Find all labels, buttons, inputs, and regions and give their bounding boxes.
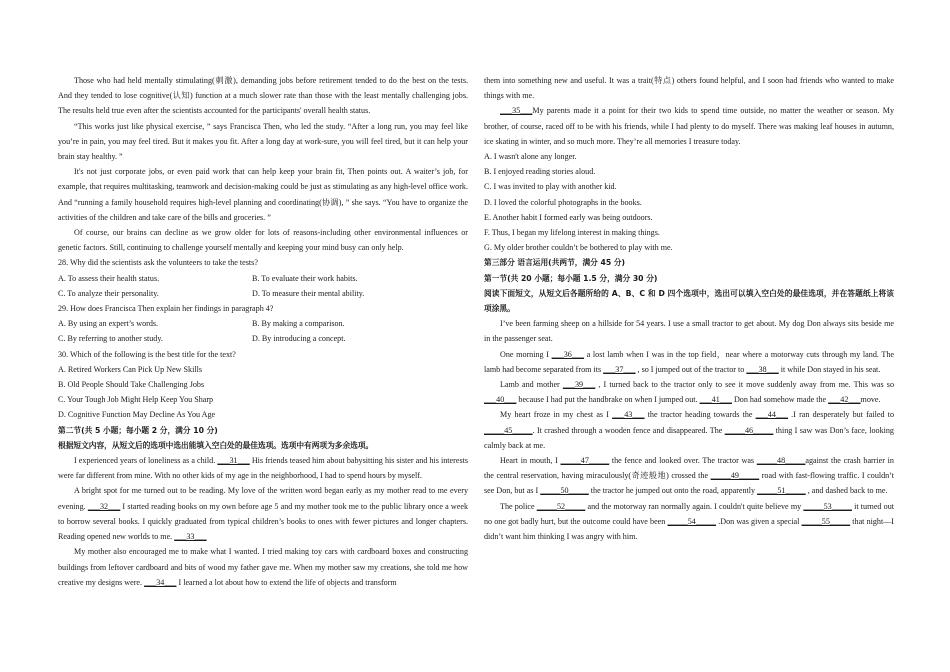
blank-42: ___42___ <box>828 395 861 405</box>
blank-55: _____55_____ <box>801 516 851 526</box>
reading-paragraph: It's not just corporate jobs, or even paid work that can help keep your brain fit, Then points out. A waiter’s job, for example, that requires multitasking, teamwork and decision-making could be just as stimulating as any high-level office work. And “running a family household requires high-level planning and coordinating(协调), ” she says. “You have to organize the activities of the children and take care of the bills and groceries. ” <box>58 167 468 222</box>
option-28d: D. To measure their mental ability. <box>252 288 365 298</box>
gap-option-d: D. I loved the colorful photographs in the books. <box>484 197 642 207</box>
cloze-paragraph-2: One morning I ___36___ a lost lamb when I was in the top field，near where a motorway cuts through my land. The lamb had become separated from its ___37___ , so I jumped out of the tractor to ___38___ it while Don stayed in his seat. <box>484 349 894 374</box>
gap-option-a: A. I wasn't alone any longer. <box>484 152 577 162</box>
blank-45: _____45_____ <box>484 425 533 435</box>
blank-48: _____48_____ <box>756 456 806 466</box>
reading-paragraph: Of course, our brains can decline as we grow older for lots of reasons-including other environmental influences or genetic factors. Still, continuing to challenge yourself mentally and keeping your mind busy can only help. <box>58 228 468 253</box>
reading-paragraph: Those who had held mentally stimulating(刺激), demanding jobs before retirement tended to do the best on the tests. And they tended to lose cognitive(认知) function at a much slower rate than those with the least mentally challenging jobs. The results held true even after the scientists accounted for the participants' overall health status. <box>58 76 468 116</box>
section-1-instructions: 阅读下面短文，从短文后各题所给的 A、B、C 和 D 四个选项中，选出可以填入空白处的最佳选项，并在答题纸上将该项涂黑。 <box>484 288 894 314</box>
question-28: 28. Why did the scientists ask the volunteers to take the tests? <box>58 258 258 268</box>
option-28b: B. To evaluate their work habits. <box>252 273 358 283</box>
question-29: 29. How does Francisca Then explain her findings in paragraph 4? <box>58 304 274 314</box>
section-2-title: 第二节(共 5 小题；每小题 2 分，满分 10 分) <box>58 425 218 435</box>
gap-paragraph-1: I experienced years of loneliness as a child. ___31___ His friends teased him about babysitting his sister and his interests were far different from mine. With no other kids of my age in the neighborhood, I had to spend hours by myself. <box>58 456 468 481</box>
option-28c: C. To analyze their personality. <box>58 288 159 298</box>
option-29a: A. By using an expert’s words. <box>58 319 159 329</box>
option-30c: C. Your Tough Job Might Help Keep You Sharp <box>58 395 214 405</box>
blank-36: ___36___ <box>551 349 584 359</box>
blank-47: _____47_____ <box>560 456 610 466</box>
options-29-row2 <box>58 331 468 346</box>
option-29d: D. By introducing a concept. <box>252 334 346 344</box>
options-28-row2 <box>58 286 468 301</box>
gap-paragraph-3: My mother also encouraged me to make what I wanted. I tried making toy cars with cardboard boxes and constructing buildings from leftover cardboard and bits of wood my father gave me. When my mother saw my creations, she told me how creative my designs were. ___34___ I learned a lot about how to extend the life of objects and transform <box>58 547 468 587</box>
section-1-title: 第一节(共 20 小题；每小题 1.5 分，满分 30 分) <box>484 273 658 283</box>
blank-34: ___34___ <box>144 577 177 587</box>
blank-51: _____51_____ <box>757 486 806 496</box>
options-29-row1 <box>58 316 468 331</box>
blank-32: ___32___ <box>87 501 121 511</box>
gap-option-e: E. Another habit I formed early was being outdoors. <box>484 212 653 222</box>
blank-50: _____50_____ <box>540 486 589 496</box>
reading-paragraph: “This works just like physical exercise, ” says Francisca Then, who led the study. “After a long run, you may feel like you’re in pain, you may feel tired. But it makes you fit. After a long day at work-sure, you will feel tired, but it can help your brain stay healthy. ” <box>58 121 468 162</box>
right-column <box>484 73 894 544</box>
gap-paragraph-2: A bright spot for me turned out to be reading. My love of the written word began early as my mother read to me every evening. ___32___ I started reading books on my own before age 5 and my mother took me to the public library once a week to borrow several books. I quickly graduated from typical children’s books to ones with fewer pictures and longer chapters. Reading opened new worlds to me. ___33___ <box>58 486 469 542</box>
blank-39: ___39___ <box>562 380 596 390</box>
cloze-paragraph-3: Lamb and mother ___39___ , I turned back to the tractor only to see it move suddenly away from me. This was so ___40___ because I had put the handbrake on when I jumped out. ___41___ Don had somehow made the ___42___move. <box>484 380 894 405</box>
gap-option-b: B. I enjoyed reading stories aloud. <box>484 167 596 177</box>
cloze-paragraph-5: Heart in mouth, I _____47_____ the fence and looked over. The tractor was _____48_____against the crash barrier in the central reservation, having miraculously(奇迹般地) crossed the _____49_____ road with fast-flowing traffic. I couldn’t see Don, but as I _____50_____ the tractor he jumped out onto the road, apparently _____51_____ , and dashed back to me. <box>484 456 895 496</box>
option-30b: B. Old People Should Take Challenging Jobs <box>58 380 205 390</box>
cloze-paragraph-1: I’ve been farming sheep on a hillside for 54 years. I use a small tractor to get about. My dog Don always sits beside me in the passenger seat. <box>484 319 894 344</box>
blank-49: _____49_____ <box>710 471 760 481</box>
option-28a: A. To assess their health status. <box>58 273 160 283</box>
cloze-paragraph-4: My heart froze in my chest as I ___43___ the tractor heading towards the ___44___ .I ran desperately but failed to _____45_____. It crashed through a wooden fence and disappeared. The _____46_____ thing I saw was Don’s face, looking calmly back at me. <box>484 410 894 450</box>
blank-33: ___33___ <box>174 532 207 542</box>
blank-31: ___31___ <box>217 456 250 466</box>
option-30a: A. Retired Workers Can Pick Up New Skills <box>58 364 202 374</box>
left-column <box>58 73 468 590</box>
blank-44: ___44___ <box>755 410 789 420</box>
gap-option-c: C. I was invited to play with another kid. <box>484 182 617 192</box>
blank-53: _____53_____ <box>803 501 852 511</box>
blank-43: ___43___ <box>612 410 645 420</box>
blank-52: _____52_____ <box>536 501 586 511</box>
options-28-row1 <box>58 271 468 286</box>
blank-41: ___41___ <box>699 395 732 405</box>
option-30d: D. Cognitive Function May Decline As You Age <box>58 410 216 420</box>
blank-46: _____46_____ <box>724 425 774 435</box>
option-29b: B. By making a comparison. <box>252 319 345 329</box>
section-2-instructions: 根据短文内容，从短文后的选项中选出能填入空白处的最佳选项。选项中有两项为多余选项。 <box>58 440 374 450</box>
cloze-paragraph-6: The police _____52_____ and the motorway ran normally again. I couldn't quite believe my _____53_____ it turned out no one got badly hurt, but the outcome could have been _____54_____ .Don was given a special _____55_____ that night—I didn’t want him thinking I was angry with him. <box>484 501 894 542</box>
part-3-title: 第三部分 语言运用(共两节，满分 45 分) <box>484 258 626 268</box>
blank-35: ___35___ <box>500 106 533 116</box>
question-30: 30. Which of the following is the best title for the text? <box>58 349 236 359</box>
blank-40: ___40___ <box>484 395 517 405</box>
blank-37: ___37___ <box>603 364 636 374</box>
gap-paragraph-4: ___35___My parents made it a point for their two kids to spend time outside, no matter the weather or season. My brother, of course, raced off to be with his friends, while I had plenty to do myself. There was making leaf houses in autumn, ice skating in winter, and so much more. They’re all memories I treasure today. <box>484 106 894 146</box>
blank-54: _____54_____ <box>667 516 717 526</box>
option-29c: C. By referring to another study. <box>58 334 163 344</box>
gap-option-g: G. My older brother couldn’t be bothered to play with me. <box>484 243 673 253</box>
gap-paragraph-3-cont: them into something new and useful. It was a trait(特点) others found helpful, and I soon had friends who wanted to make things with me. <box>484 76 894 101</box>
blank-38: ___38___ <box>746 364 779 374</box>
gap-option-f: F. Thus, I began my lifelong interest in making things. <box>484 228 660 238</box>
